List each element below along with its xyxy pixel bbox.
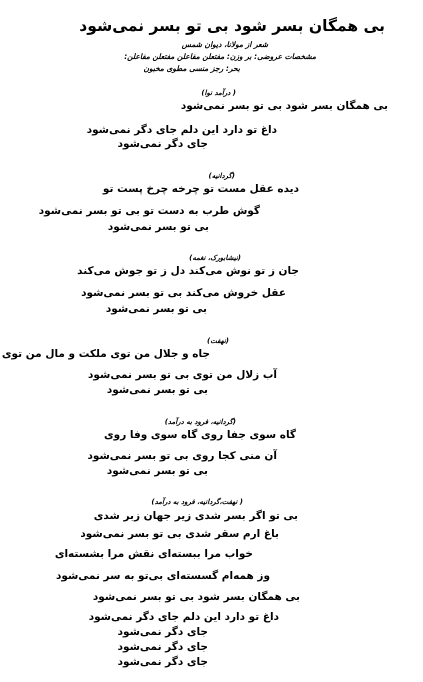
poem-line: جاه و جلال من توی ملکت و مال من توی (1, 348, 210, 360)
meta-poet: شعر از مولانا، دیوان شمس (181, 40, 268, 49)
poem-line: داغ تو دارد این دلم جای دگر نمی‌شود (86, 124, 277, 136)
poem-line: بی تو بسر نمی‌شود (105, 303, 207, 315)
poem-line: جای دگر نمی‌شود (117, 656, 208, 668)
poem-line: بی تو بسر نمی‌شود (106, 384, 208, 396)
poem-line: بی تو بسر نمی‌شود (107, 221, 209, 233)
section-heading: (نهفت) (207, 337, 229, 345)
poem-line: وز همه‌ام گسسته‌ای بی‌تو به سر نمی‌شود (56, 570, 270, 582)
poem-line: داغ تو دارد این دلم جای دگر نمی‌شود (88, 611, 279, 623)
meta-prosody: مشخصات عروضی: بر وزن: مفتعلن مفاعلن مفتعلن مفاعلن: (124, 52, 316, 61)
poem-line: دیده عقل مست تو چرخه چرخ پست تو (102, 183, 299, 195)
poem-line: بی تو اگر بسر شدی زیر جهان زبر شدی (93, 510, 298, 522)
poem-line: جای دگر نمی‌شود (117, 138, 208, 150)
poem-line: جای دگر نمی‌شود (117, 626, 208, 638)
section-heading: ( نهفت،گردانیه، فرود به درآمد) (151, 498, 243, 506)
section-heading: (نیشابورک، نغمه) (189, 254, 241, 262)
poem-line: آن منی کجا روی بی تو بسر نمی‌شود (87, 450, 277, 462)
section-heading: (گردانیه، فرود به درآمد) (164, 418, 236, 426)
poem-line: گاه سوی جفا روی گاه سوی وفا روی (104, 429, 296, 441)
section-heading: ( درآمد نوا) (201, 89, 236, 97)
meta-meter: بحر: رجز منسی مطوی مخبون (143, 64, 240, 73)
section-heading: (گردانیه) (208, 172, 235, 180)
poem-line: باغ ارم سقر شدی بی تو بسر نمی‌شود (80, 528, 279, 540)
poem-line: گوش طرب به دست تو بی تو بسر نمی‌شود (38, 205, 260, 217)
poem-line: خواب مرا ببسته‌ای نقش مرا بشسته‌ای (54, 548, 253, 560)
poem-title: بی همگان بسر شود بی تو بسر نمی‌شود (79, 17, 385, 35)
poem-line: بی همگان بسر شود بی تو بسر نمی‌شود (92, 591, 300, 603)
poem-line: بی همگان بسر شود بی تو بسر نمی‌شود (180, 100, 388, 112)
poem-line: جان ز تو نوش می‌کند دل ز تو جوش می‌کند (77, 265, 299, 277)
poem-line: آب زلال من توی بی تو بسر نمی‌شود (88, 369, 277, 381)
poem-line: عقل خروش می‌کند بی تو بسر نمی‌شود (81, 287, 286, 299)
poem-line: جای دگر نمی‌شود (117, 641, 208, 653)
poem-line: بی تو بسر نمی‌شود (106, 465, 208, 477)
